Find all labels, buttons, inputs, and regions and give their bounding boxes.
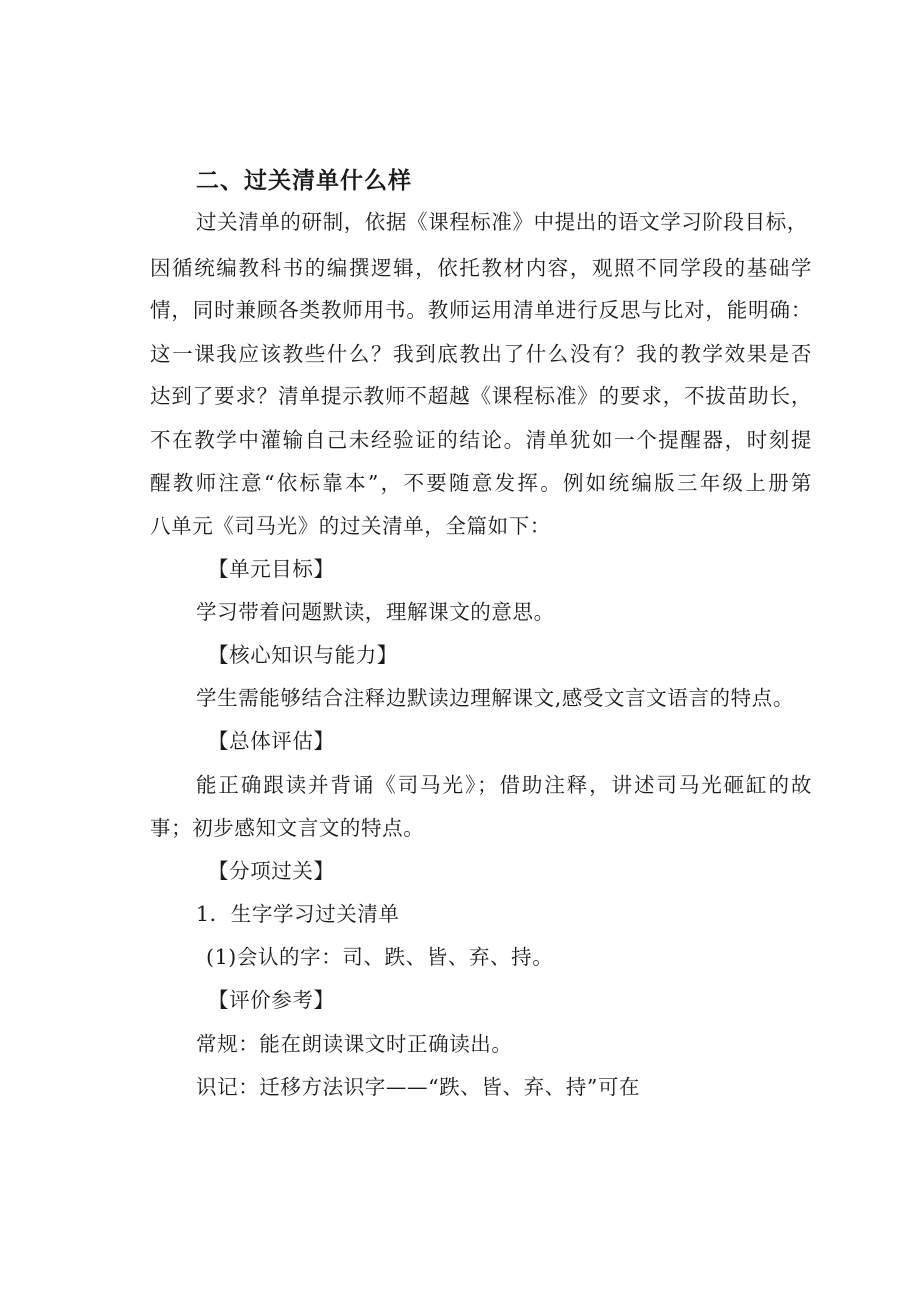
intro-line-1: 过关清单的研制，依据《课程标准》中提出的语文学习阶段目标， [196, 210, 808, 234]
items-sub-1: 1．生字学习过关清单 [196, 902, 400, 926]
eval-line-1: 常规：能在朗读课文时正确读出。 [196, 1032, 513, 1056]
overall-line-2: 事；初步感知文言文的特点。 [150, 816, 425, 840]
intro-line-4: 这一课我应该教些什么？我到底教出了什么没有？我的教学效果是否 [150, 342, 812, 366]
core-title: 【核心知识与能力】 [208, 643, 398, 667]
intro-line-2: 因循统编教科书的编撰逻辑，依托教材内容，观照不同学段的基础学 [150, 256, 812, 280]
overall-line-1: 能正确跟读并背诵《司马光》；借助注释，讲述司马光砸缸的故 [196, 773, 812, 797]
unit-goal-title: 【单元目标】 [208, 557, 335, 581]
intro-line-5: 达到了要求？清单提示教师不超越《课程标准》的要求，不拔苗助长， [150, 384, 812, 408]
eval-title: 【评价参考】 [208, 988, 335, 1012]
core-text: 学生需能够结合注释边默读边理解课文,感受文言文语言的特点。 [196, 686, 794, 710]
intro-line-3: 情，同时兼顾各类教师用书。教师运用清单进行反思与比对，能明确： [150, 298, 812, 322]
unit-goal-text: 学习带着问题默读，理解课文的意思。 [196, 600, 555, 624]
intro-line-8: 八单元《司马光》的过关清单，全篇如下： [150, 514, 551, 538]
eval-line-2: 识记：迁移方法识字——“跌、皆、弃、持”可在 [196, 1075, 641, 1099]
intro-line-7: 醒教师注意“依标靠本”，不要随意发挥。例如统编版三年级上册第 [150, 471, 812, 495]
intro-line-6: 不在教学中灌输自己未经验证的结论。清单犹如一个提醒器，时刻提 [150, 428, 812, 452]
section-heading: 二、过关清单什么样 [196, 168, 412, 194]
overall-title: 【总体评估】 [208, 729, 335, 753]
items-title: 【分项过关】 [208, 859, 335, 883]
items-sub-1a: (1)会认的字：司、跌、皆、弃、持。 [206, 945, 554, 969]
